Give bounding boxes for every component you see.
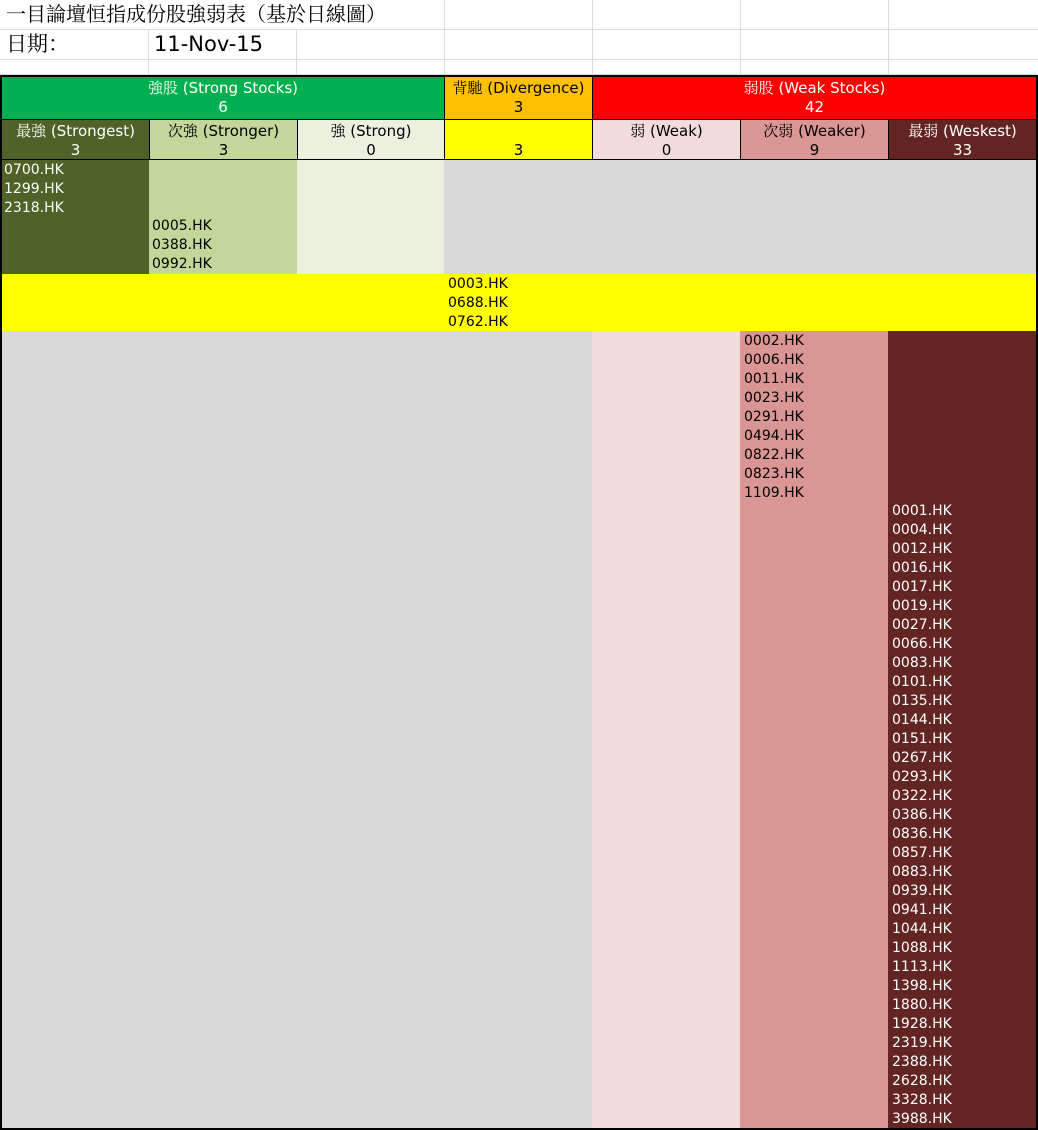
list-item[interactable]: 0291.HK [744, 409, 804, 425]
column-count-weakest: 33 [952, 141, 973, 159]
list-item[interactable]: 1299.HK [4, 181, 64, 197]
table-frame [0, 75, 1038, 1130]
column-label-weaker: 次弱 (Weaker) [763, 122, 866, 140]
list-item[interactable]: 0101.HK [892, 674, 952, 690]
list-item[interactable]: 0001.HK [892, 503, 952, 519]
column-label-stronger: 次強 (Stronger) [167, 122, 280, 140]
list-item[interactable]: 0135.HK [892, 693, 952, 709]
column-count-weaker: 9 [809, 141, 820, 159]
group-label-weak: 弱股 (Weak Stocks) [743, 79, 886, 97]
gridline [592, 0, 593, 74]
list-item[interactable]: 1398.HK [892, 978, 952, 994]
list-item[interactable]: 1088.HK [892, 940, 952, 956]
list-item[interactable]: 2319.HK [892, 1035, 952, 1051]
column-label-weak: 弱 (Weak) [630, 122, 703, 140]
column-label-weakest: 最弱 (Weskest) [908, 122, 1017, 140]
group-label-strong: 強股 (Strong Stocks) [147, 79, 298, 97]
column-count-stronger: 3 [218, 141, 229, 159]
list-item[interactable]: 0016.HK [892, 560, 952, 576]
list-item[interactable]: 0822.HK [744, 447, 804, 463]
list-item[interactable]: 0823.HK [744, 466, 804, 482]
list-item[interactable]: 0992.HK [152, 256, 212, 272]
list-item[interactable]: 0019.HK [892, 598, 952, 614]
list-item[interactable]: 0017.HK [892, 579, 952, 595]
column-count-strong: 0 [366, 141, 376, 159]
list-item[interactable]: 0700.HK [4, 162, 64, 178]
list-item[interactable]: 2628.HK [892, 1073, 952, 1089]
list-item[interactable]: 0023.HK [744, 390, 804, 406]
list-item[interactable]: 2388.HK [892, 1054, 952, 1070]
list-item[interactable]: 0688.HK [448, 295, 508, 311]
list-item[interactable]: 0151.HK [892, 731, 952, 747]
column-label-strong: 強 (Strong) [330, 122, 412, 140]
list-item[interactable]: 3988.HK [892, 1111, 952, 1127]
group-count-strong: 6 [218, 98, 228, 116]
list-item[interactable]: 1109.HK [744, 485, 804, 501]
group-count-divergence: 3 [513, 98, 524, 116]
list-item[interactable]: 1928.HK [892, 1016, 952, 1032]
gridline [148, 30, 149, 74]
gridline [0, 59, 1038, 60]
list-item[interactable]: 0002.HK [744, 333, 804, 349]
list-item[interactable]: 0027.HK [892, 617, 952, 633]
column-count-weak: 0 [661, 141, 672, 159]
date-label: 日期： [6, 32, 69, 56]
list-item[interactable]: 0939.HK [892, 883, 952, 899]
list-item[interactable]: 0011.HK [744, 371, 804, 387]
list-item[interactable]: 1044.HK [892, 921, 952, 937]
sheet-title: 一目論壇恒指成份股強弱表（基於日線圖） [6, 2, 386, 26]
date-value[interactable]: 11-Nov-15 [154, 32, 264, 56]
gridline [740, 0, 741, 74]
list-item[interactable]: 0293.HK [892, 769, 952, 785]
gridline [888, 0, 889, 74]
group-count-weak: 42 [804, 98, 825, 116]
list-item[interactable]: 0388.HK [152, 237, 212, 253]
list-item[interactable]: 1880.HK [892, 997, 952, 1013]
gridline [296, 30, 297, 74]
list-item[interactable]: 0006.HK [744, 352, 804, 368]
list-item[interactable]: 0267.HK [892, 750, 952, 766]
list-item[interactable]: 0066.HK [892, 636, 952, 652]
column-count-divergence: 3 [513, 141, 524, 159]
list-item[interactable]: 1113.HK [892, 959, 952, 975]
list-item[interactable]: 0005.HK [152, 218, 212, 234]
list-item[interactable]: 3328.HK [892, 1092, 952, 1108]
list-item[interactable]: 0322.HK [892, 788, 952, 804]
list-item[interactable]: 0386.HK [892, 807, 952, 823]
column-label-strongest: 最強 (Strongest) [16, 122, 135, 140]
list-item[interactable]: 0762.HK [448, 314, 508, 330]
list-item[interactable]: 0883.HK [892, 864, 952, 880]
list-item[interactable]: 0941.HK [892, 902, 952, 918]
list-item[interactable]: 0494.HK [744, 428, 804, 444]
list-item[interactable]: 0004.HK [892, 522, 952, 538]
list-item[interactable]: 2318.HK [4, 200, 64, 216]
list-item[interactable]: 0003.HK [448, 276, 508, 292]
list-item[interactable]: 0144.HK [892, 712, 952, 728]
gridline [444, 0, 445, 74]
list-item[interactable]: 0083.HK [892, 655, 952, 671]
group-label-divergence: 背馳 (Divergence) [452, 79, 585, 97]
list-item[interactable]: 0836.HK [892, 826, 952, 842]
list-item[interactable]: 0012.HK [892, 541, 952, 557]
list-item[interactable]: 0857.HK [892, 845, 952, 861]
column-count-strongest: 3 [70, 141, 81, 159]
